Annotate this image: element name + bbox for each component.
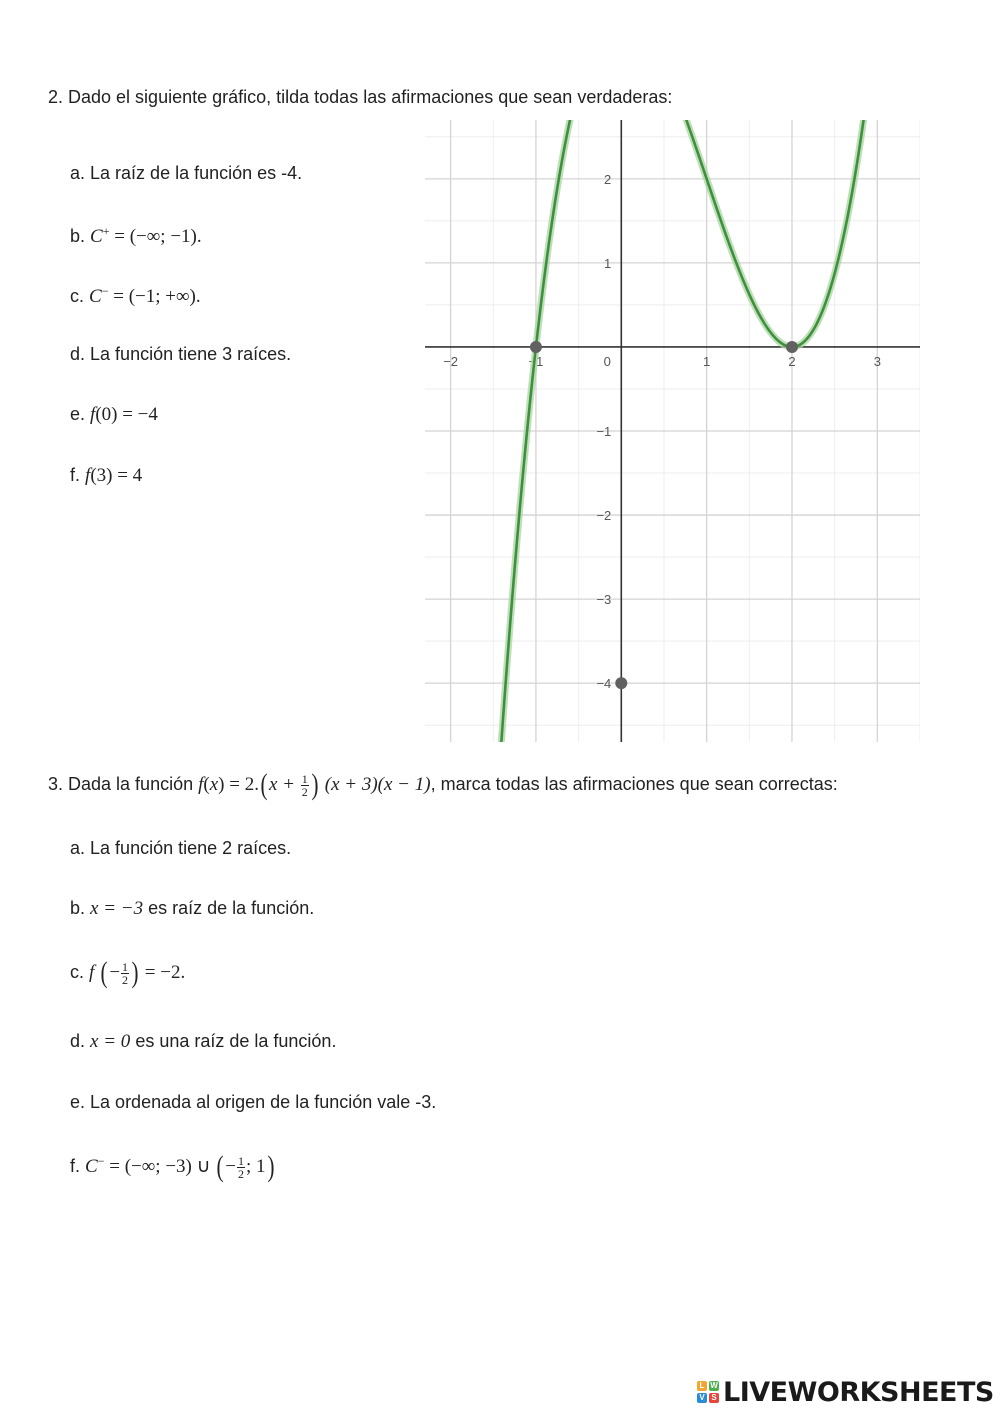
y-tick-label: −2: [596, 508, 612, 524]
y-tick-label: 1: [604, 255, 612, 271]
x-tick-label: 3: [873, 353, 881, 369]
q2-option-f[interactable]: f. f(3) = 4: [70, 465, 143, 486]
fraction-one-half: $\frac{1}{2}$: [238, 1153, 244, 1181]
q2-option-e[interactable]: e. f(0) = −4: [70, 404, 158, 425]
graph-point: [530, 341, 542, 353]
question-3-title: 3. Dada la función f(x) = 2.(x + $\frac{1}{2}$ ) (x + 3)(x − 1), marca todas las afirmaciones que sean correctas:: [48, 768, 838, 801]
y-tick-label: −3: [596, 592, 612, 608]
q2-option-a[interactable]: a. La raíz de la función es -4.: [70, 163, 303, 183]
x-tick-label: −1: [528, 353, 544, 369]
fraction-one-half: $\frac{1}{2}$: [122, 959, 129, 987]
y-tick-label: 2: [604, 171, 612, 187]
graph-point: [615, 677, 627, 689]
logo-mark-icon: [697, 1381, 719, 1403]
q3-option-f[interactable]: f. C− = (−∞; −3) ∪ (− $\frac{1}{2}$ ; 1): [70, 1150, 275, 1183]
x-tick-label: −2: [443, 353, 459, 369]
y-tick-label: −4: [596, 676, 612, 692]
q3-option-d[interactable]: d. x = 0 es una raíz de la función.: [70, 1031, 337, 1052]
logo-tile: L: [697, 1381, 707, 1391]
logo-tile: W: [710, 1381, 718, 1390]
logo-tile: V: [697, 1393, 707, 1403]
question-2-title: 2. Dado el siguiente gráfico, tilda todas las afirmaciones que sean verdaderas:: [48, 87, 673, 107]
q3-option-a[interactable]: a. La función tiene 2 raíces.: [70, 838, 292, 858]
q3-option-e[interactable]: e. La ordenada al origen de la función vale -3.: [70, 1092, 437, 1112]
y-tick-label: −1: [596, 424, 612, 439]
x-tick-label: 1: [703, 353, 711, 369]
q3-option-b[interactable]: b. x = −3 es raíz de la función.: [70, 898, 315, 919]
x-tick-label: 2: [788, 353, 796, 369]
graph-point: [786, 341, 798, 353]
x-tick-label: 0: [603, 353, 611, 369]
fraction-one-half: $\frac{1}{2}$: [301, 771, 308, 799]
logo-tile: S: [709, 1393, 719, 1403]
q3-option-c[interactable]: c. f (− $\frac{1}{2}$ ) = −2.: [70, 956, 186, 989]
liveworksheets-logo: L W V S LIVEWORKSHEETS: [697, 1375, 994, 1409]
function-graph: [425, 120, 920, 742]
q2-option-c[interactable]: c. C− = (−1; +∞).: [70, 284, 201, 307]
q2-option-d[interactable]: d. La función tiene 3 raíces.: [70, 344, 292, 364]
q2-option-b[interactable]: b. C+ = (−∞; −1).: [70, 224, 202, 247]
